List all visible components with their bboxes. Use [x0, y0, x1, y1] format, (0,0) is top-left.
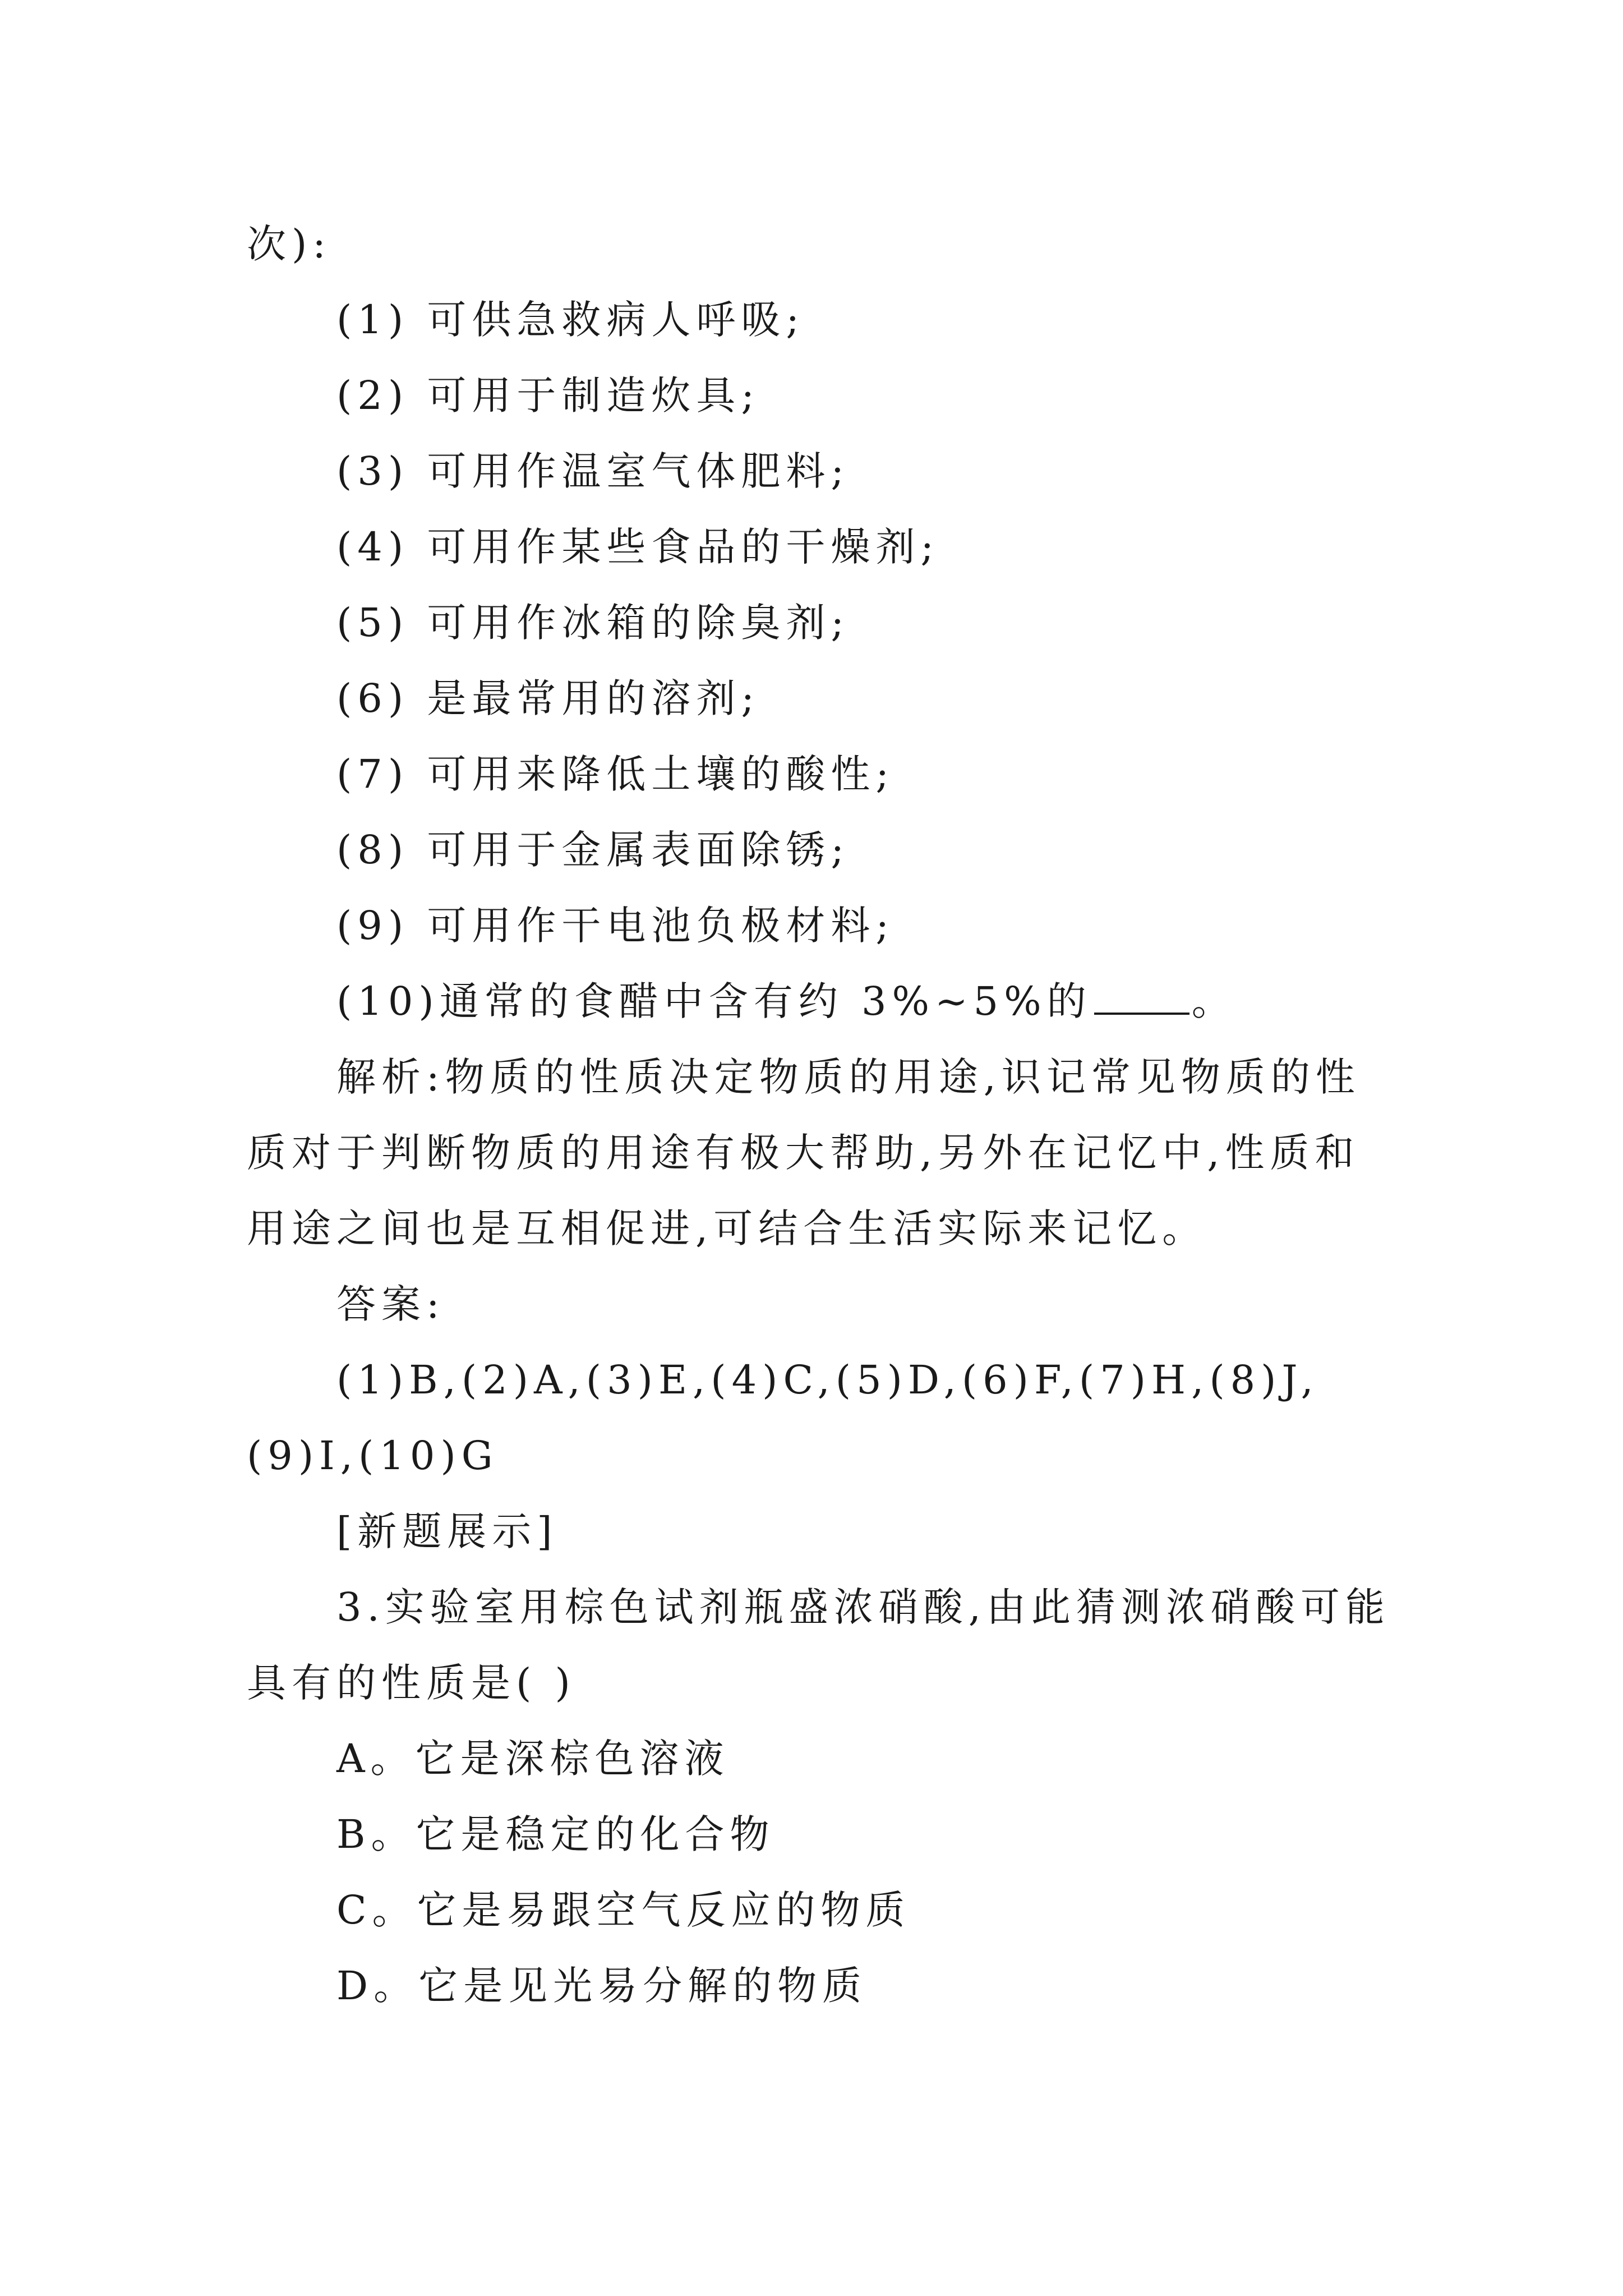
text-line: 次):: [247, 221, 331, 267]
answer-blank: [1094, 979, 1189, 1015]
answer-line: (9)I,(10)G: [247, 1433, 499, 1479]
text-line: (2) 可用于制造炊具;: [336, 372, 760, 418]
analysis-line: 用途之间也是互相促进,可结合生活实际来记忆。: [247, 1205, 1207, 1251]
text-line: (3) 可用作温室气体肥料;: [336, 448, 850, 494]
fill-in-end: 。: [1191, 978, 1237, 1024]
analysis-line: 质对于判断物质的用途有极大帮助,另外在记忆中,性质和: [247, 1130, 1360, 1176]
text-line: (7) 可用来降低土壤的酸性;: [336, 751, 895, 797]
answer-line: (1)B,(2)A,(3)E,(4)C,(5)D,(6)F,(7)H,(8)J,: [336, 1357, 1319, 1403]
analysis-line: 解析:物质的性质决定物质的用途,识记常见物质的性: [336, 1054, 1361, 1100]
option-a: A。它是深棕色溶液: [336, 1736, 730, 1782]
text-line: (4) 可用作某些食品的干燥剂;: [336, 524, 939, 570]
fill-in-text: (10)通常的食醋中含有约 3%~5%的: [336, 978, 1092, 1024]
text-line: (8) 可用于金属表面除锈;: [336, 827, 850, 873]
section-heading: [新题展示]: [336, 1508, 558, 1554]
question-line: 3.实验室用棕色试剂瓶盛浓硝酸,由此猜测浓硝酸可能: [336, 1584, 1391, 1630]
text-line: (9) 可用作干电池负极材料;: [336, 903, 895, 949]
text-line: (1) 可供急救病人呼吸;: [336, 297, 805, 343]
text-line: (5) 可用作冰箱的除臭剂;: [336, 600, 850, 646]
text-line: (6) 是最常用的溶剂;: [336, 675, 760, 721]
question-line: 具有的性质是( ): [247, 1660, 576, 1706]
option-d: D。它是见光易分解的物质: [336, 1963, 868, 2009]
option-b: B。它是稳定的化合物: [336, 1811, 775, 1857]
option-c: C。它是易跟空气反应的物质: [336, 1887, 911, 1933]
answer-heading: 答案:: [336, 1281, 445, 1327]
fill-in-line: [336, 973, 1503, 1029]
